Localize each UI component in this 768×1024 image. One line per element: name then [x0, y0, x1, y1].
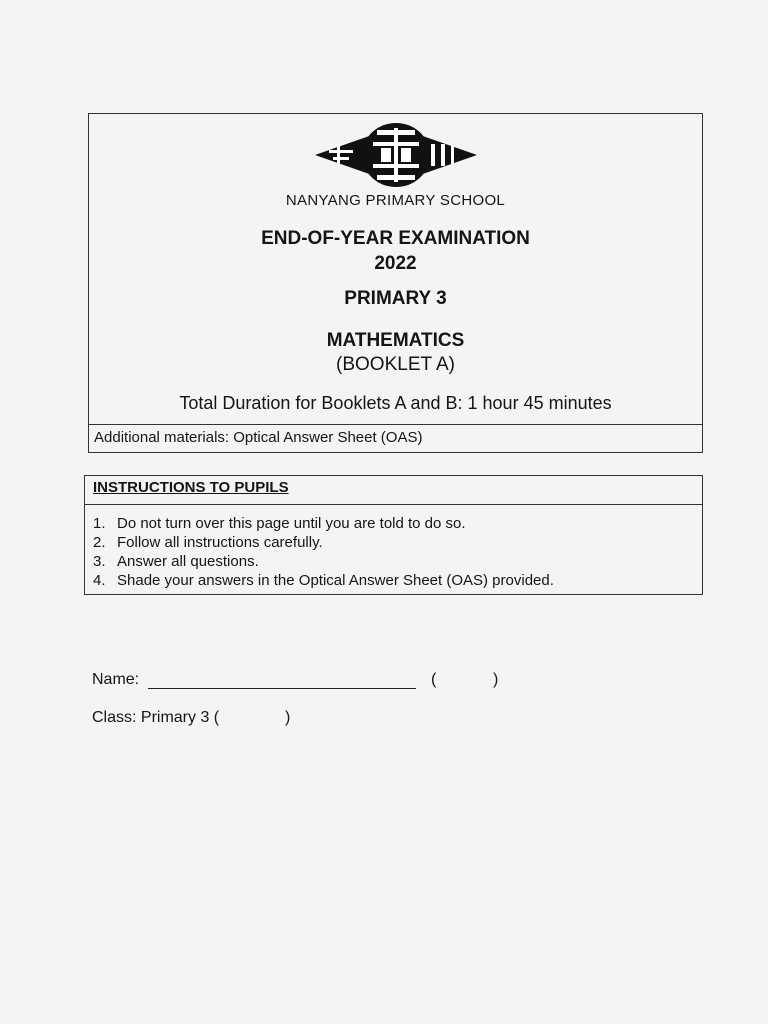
list-item	[93, 552, 554, 571]
index-number-open-paren: (	[431, 671, 437, 688]
exam-title-text: END-OF-YEAR EXAMINATION	[261, 228, 530, 249]
index-number-close-paren: )	[493, 671, 499, 688]
name-field-line[interactable]	[148, 688, 416, 689]
instructions-title: INSTRUCTIONS TO PUPILS	[93, 479, 289, 496]
instructions-divider	[85, 504, 702, 505]
level-title: PRIMARY 3	[344, 288, 447, 309]
list-item	[93, 514, 554, 533]
instructions-list	[93, 514, 554, 590]
duration-text: Total Duration for Booklets A and B: 1 hour 45 minutes	[179, 393, 612, 413]
school-name: NANYANG PRIMARY SCHOOL	[285, 192, 506, 209]
item-text: Follow all instructions carefully.	[117, 534, 323, 551]
cover-header-box	[88, 113, 703, 453]
school-logo-icon	[315, 122, 477, 188]
item-number: 2.	[93, 534, 106, 551]
list-item	[93, 571, 554, 590]
list-item	[93, 533, 554, 552]
item-text: Answer all questions.	[117, 553, 259, 570]
header-divider	[89, 424, 702, 425]
exam-title	[89, 226, 702, 276]
item-text: Do not turn over this page until you are told to do so.	[117, 515, 466, 532]
materials-text: Additional materials: Optical Answer Sheet (OAS)	[94, 429, 423, 446]
class-label: Class: Primary 3 (	[92, 709, 220, 726]
exam-year: 2022	[374, 253, 417, 274]
item-text: Shade your answers in the Optical Answer Sheet (OAS) provided.	[117, 572, 554, 589]
subject-title: MATHEMATICS	[326, 330, 465, 351]
booklet-label: (BOOKLET A)	[336, 354, 455, 375]
item-number: 3.	[93, 553, 106, 570]
class-close-paren: )	[285, 709, 291, 726]
instructions-box	[84, 475, 703, 595]
item-number: 4.	[93, 572, 106, 589]
name-label: Name:	[92, 671, 140, 688]
item-number: 1.	[93, 515, 106, 532]
